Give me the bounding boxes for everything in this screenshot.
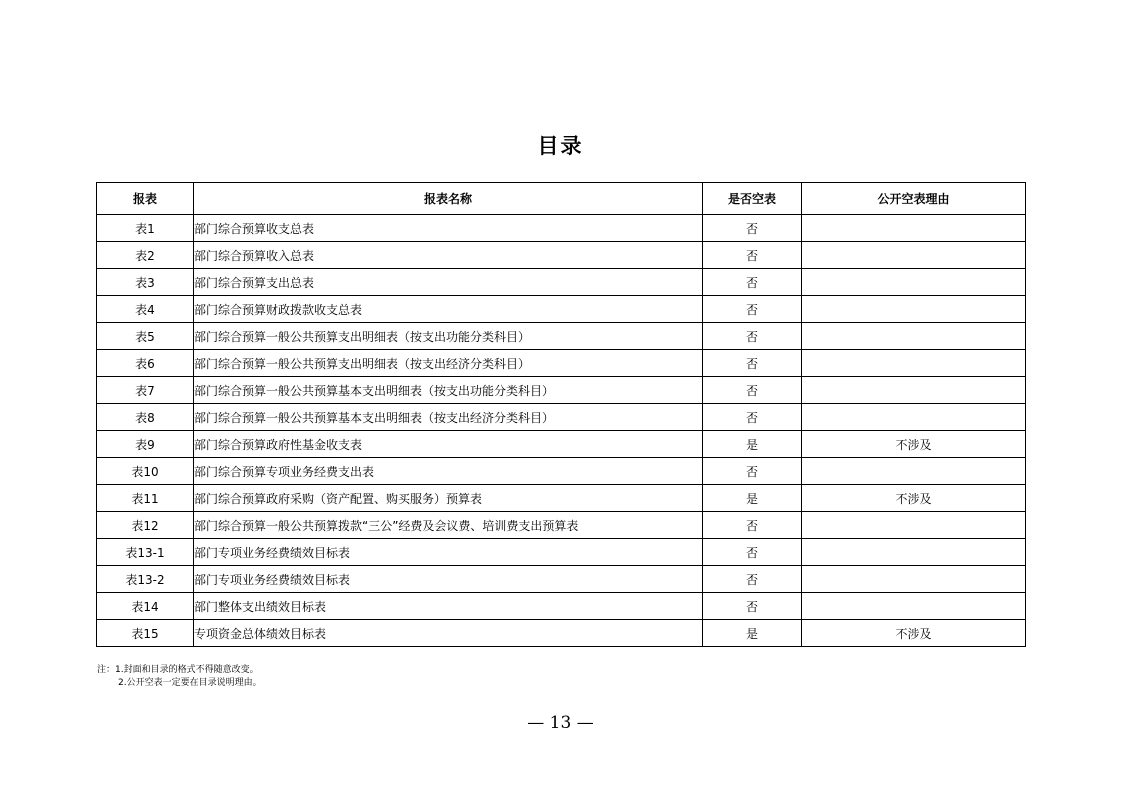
cell-code: 表15: [97, 620, 194, 647]
header-reason: 公开空表理由: [802, 183, 1026, 215]
table-row: [97, 512, 1026, 539]
cell-code: 表14: [97, 593, 194, 620]
cell-code: 表3: [97, 269, 194, 296]
cell-reason: [802, 458, 1026, 485]
cell-name: 部门综合预算一般公共预算拨款“三公”经费及会议费、培训费支出预算表: [194, 512, 703, 539]
toc-table: [96, 182, 1026, 647]
cell-name: 部门综合预算专项业务经费支出表: [194, 458, 703, 485]
table-row: [97, 431, 1026, 458]
table-row: [97, 296, 1026, 323]
cell-name: 部门综合预算收入总表: [194, 242, 703, 269]
cell-name: 专项资金总体绩效目标表: [194, 620, 703, 647]
cell-empty: 否: [703, 296, 802, 323]
cell-reason: [802, 593, 1026, 620]
cell-name: 部门综合预算一般公共预算基本支出明细表（按支出经济分类科目）: [194, 404, 703, 431]
header-code: 报表: [97, 183, 194, 215]
notes: [97, 664, 262, 690]
table-header-row: [97, 183, 1026, 215]
cell-empty: 是: [703, 431, 802, 458]
cell-empty: 否: [703, 458, 802, 485]
table-row: [97, 539, 1026, 566]
cell-reason: [802, 566, 1026, 593]
cell-code: 表5: [97, 323, 194, 350]
cell-empty: 是: [703, 485, 802, 512]
table-row: [97, 242, 1026, 269]
table-row: [97, 215, 1026, 242]
cell-name: 部门综合预算一般公共预算支出明细表（按支出功能分类科目）: [194, 323, 703, 350]
cell-name: 部门综合预算财政拨款收支总表: [194, 296, 703, 323]
table-row: [97, 458, 1026, 485]
cell-reason: [802, 296, 1026, 323]
cell-empty: 否: [703, 404, 802, 431]
cell-name: 部门综合预算政府采购（资产配置、购买服务）预算表: [194, 485, 703, 512]
cell-empty: 否: [703, 566, 802, 593]
cell-reason: [802, 350, 1026, 377]
cell-empty: 否: [703, 269, 802, 296]
cell-code: 表6: [97, 350, 194, 377]
note-line-1: 注：1.封面和目录的格式不得随意改变。: [97, 665, 259, 675]
cell-reason: [802, 215, 1026, 242]
table-body: [97, 215, 1026, 647]
cell-code: 表12: [97, 512, 194, 539]
cell-code: 表13-2: [97, 566, 194, 593]
cell-name: 部门综合预算支出总表: [194, 269, 703, 296]
cell-empty: 否: [703, 512, 802, 539]
cell-empty: 否: [703, 242, 802, 269]
table-row: [97, 323, 1026, 350]
cell-reason: [802, 377, 1026, 404]
note-line-2: 2.公开空表一定要在目录说明理由。: [118, 678, 262, 688]
cell-code: 表1: [97, 215, 194, 242]
table-row: [97, 566, 1026, 593]
cell-code: 表10: [97, 458, 194, 485]
cell-empty: 否: [703, 377, 802, 404]
table-row: [97, 404, 1026, 431]
cell-reason: [802, 269, 1026, 296]
cell-empty: 是: [703, 620, 802, 647]
cell-reason: [802, 242, 1026, 269]
cell-reason: 不涉及: [802, 431, 1026, 458]
cell-empty: 否: [703, 350, 802, 377]
table-row: [97, 620, 1026, 647]
cell-code: 表11: [97, 485, 194, 512]
cell-code: 表9: [97, 431, 194, 458]
cell-reason: 不涉及: [802, 620, 1026, 647]
header-name: 报表名称: [194, 183, 703, 215]
cell-name: 部门综合预算政府性基金收支表: [194, 431, 703, 458]
cell-empty: 否: [703, 215, 802, 242]
cell-name: 部门专项业务经费绩效目标表: [194, 566, 703, 593]
table-row: [97, 377, 1026, 404]
cell-reason: [802, 404, 1026, 431]
cell-reason: [802, 512, 1026, 539]
cell-name: 部门整体支出绩效目标表: [194, 593, 703, 620]
cell-code: 表13-1: [97, 539, 194, 566]
table-row: [97, 485, 1026, 512]
table-row: [97, 269, 1026, 296]
cell-reason: [802, 539, 1026, 566]
cell-empty: 否: [703, 323, 802, 350]
page-number: — 13 —: [527, 713, 594, 733]
header-empty: 是否空表: [703, 183, 802, 215]
cell-code: 表7: [97, 377, 194, 404]
cell-empty: 否: [703, 593, 802, 620]
cell-code: 表8: [97, 404, 194, 431]
table-row: [97, 593, 1026, 620]
cell-code: 表4: [97, 296, 194, 323]
cell-name: 部门综合预算收支总表: [194, 215, 703, 242]
cell-reason: [802, 323, 1026, 350]
page-title: 目录: [537, 133, 584, 158]
cell-reason: 不涉及: [802, 485, 1026, 512]
cell-empty: 否: [703, 539, 802, 566]
cell-name: 部门专项业务经费绩效目标表: [194, 539, 703, 566]
cell-code: 表2: [97, 242, 194, 269]
cell-name: 部门综合预算一般公共预算基本支出明细表（按支出功能分类科目）: [194, 377, 703, 404]
cell-name: 部门综合预算一般公共预算支出明细表（按支出经济分类科目）: [194, 350, 703, 377]
table-row: [97, 350, 1026, 377]
